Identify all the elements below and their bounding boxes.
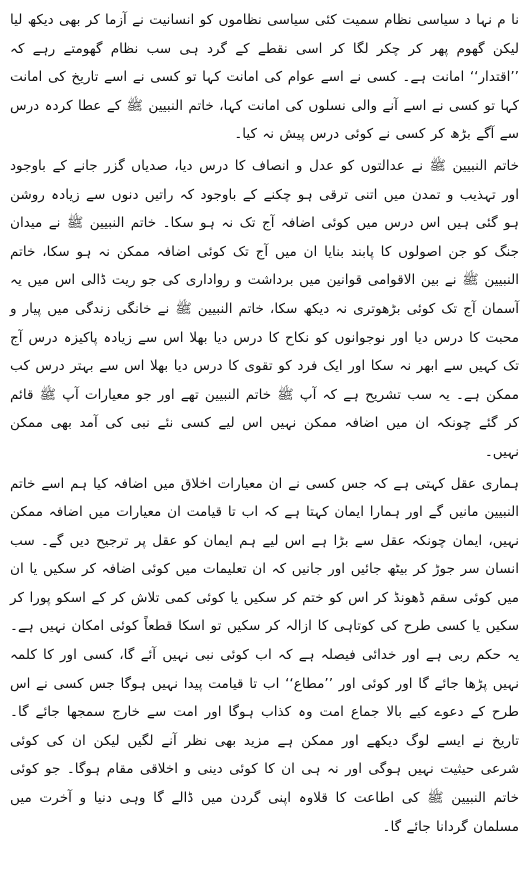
paragraph-3: ہماری عقل کہتی ہے کہ جس کسی نے ان معیارات اخلاق میں اضافہ کیا ہم اسے خاتم النبیین مانیں گے اور ہمارا ایمان کہتا ہے کہ اب تا قیامت ان معیارات میں اضافہ ممکن نہیں، ایمان چونکہ عقل سے بڑا ہے اس لیے ہم ایمان کو عقل پر ترجیح دیں گے۔ سب انسان سر جوڑ کر بیٹھ جائیں اور جانیں کہ ان تعلیمات میں کوئی اضافہ کر سکیں یا ان میں کوئی سقم ڈھونڈ کر اس کو ختم کر سکیں یا کوئی کمی تلاش کر کے اسکو پورا کر سکیں یا کسی طرح کی کوتاہی کا ازالہ کر سکیں تو اسکا قطعاً کوئی امکان نہیں ہے۔ یہ حکم ربی ہے اور خدائی فیصلہ ہے کہ اب کوئی نبی نہیں آئے گا، کسی اور کا کلمہ نہیں پڑھا جائے گا اور کوئی اور ’’مطاع‘‘ اب تا قیامت پیدا نہیں ہوگا جس کسی نے اس طرح کے دعوے کیے بالا جماع امت وہ کذاب ہوگا اور امت سے خارج سمجھا جائے گا۔ تاریخ نے ایسے لوگ دیکھے اور ممکن ہے مزید بھی نظر آنے لگیں لیکن ان کی کوئی شرعی حیثیت نہیں ہوگی اور نہ ہی ان کا کوئی دینی و اخلاقی مقام ہوگا۔ جو کوئی خاتم النبیین ﷺ کی اطاعت کا قلاوہ اپنی گردن میں ڈالے گا وہی دنیا و آخرت میں مسلمان گردانا جائے گا۔	[10, 475, 519, 835]
paragraph-2: خاتم النبیین ﷺ نے عدالتوں کو عدل و انصاف کا درس دیا، صدیاں گزر جانے کے باوجود اور تہذیب و تمدن میں اتنی ترقی ہو چکنے کے باوجود کہ راتیں دنوں سے زیادہ روشن ہو گئی ہیں اس درس میں کوئی اضافہ آج تک نہ ہو سکا۔ خاتم النبیین ﷺ نے میدان جنگ کو جن اصولوں کا پابند بنایا ان میں آج تک کوئی اضافہ ممکن نہ ہو سکا، خاتم النبیین ﷺ نے بین الاقوامی قوانین میں برداشت و رواداری کی جو ریت ڈالی اس میں یہ آسمان آج تک کوئی بڑھوتری نہ دیکھ سکا، خاتم النبیین ﷺ نے خانگی زندگی میں پیار و محبت کا درس دیا اور نوجوانوں کو نکاح کا درس دیا بھلا اس سے زیادہ پاکیزہ درس آج تک کہیں سے ابھر نہ سکا اور ایک فرد کو تقوی کا درس دیا بھلا اس سے بہتر درس کب ممکن ہے۔ یہ سب تشریح ہے کہ آپ ﷺ خاتم النبیین تھے اور جو معیارات آپ ﷺ قائم کر گئے چونکہ ان میں اضافہ ممکن نہیں اس لیے کسی نئے نبی کی آمد بھی ممکن نہیں۔	[10, 157, 519, 460]
paragraph-1: نا م نہا د سیاسی نظام سمیت کئی سیاسی نظاموں کو انسانیت نے آزما کر بھی دیکھ لیا لیکن گھوم پھر کر چکر لگا کر اسی نقطے کے گرد ہی سب نظام گھومتے رہے کہ ’’اقتدار‘‘ امانت ہے۔ کسی نے اسے عوام کی امانت کہا تو کسی نے اسے تاریخ کی امانت کہا تو کسی نے اسے آنے والی نسلوں کی امانت کہا، خاتم النبیین ﷺ کے عطا کردہ درس سے آگے بڑھ کر کسی نے کوئی درس پیش نہ کیا۔	[10, 12, 519, 143]
